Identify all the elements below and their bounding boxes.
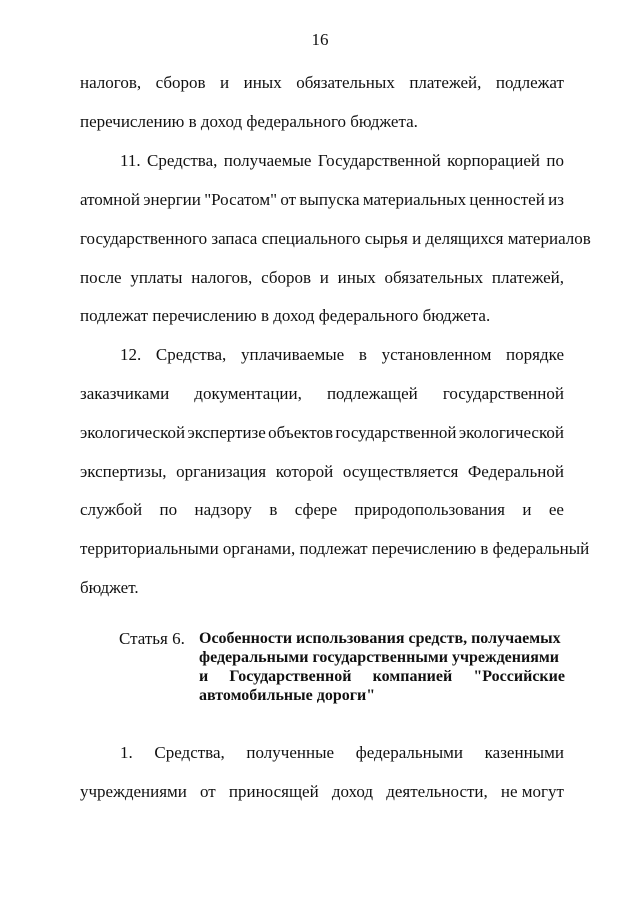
word: экологической (80, 423, 186, 442)
word: платежей, (409, 73, 482, 92)
word: из (548, 190, 564, 209)
word: не могут (500, 782, 564, 801)
word: после (80, 268, 122, 287)
para-12-line-5 (80, 500, 564, 520)
word: Государственной (229, 668, 352, 685)
para-11-line-1 (120, 151, 564, 171)
word: и (522, 500, 532, 519)
word: надзору (194, 500, 252, 519)
article-title-line-3 (199, 667, 565, 686)
para-11-line-2 (80, 190, 564, 210)
article-title-line-4: автомобильные дороги" (199, 687, 376, 704)
word: 1. (120, 743, 133, 762)
article-title-line-2: федеральными государственными учреждениями (199, 649, 559, 666)
word: "Росатом" (204, 190, 278, 209)
word: приносящей (228, 782, 319, 801)
para-art6-1-line-1 (120, 743, 564, 763)
word: и (319, 268, 329, 287)
para-12-line-3 (80, 423, 564, 443)
word: службой (80, 500, 143, 519)
word: сфере (294, 500, 338, 519)
word: полученные (246, 743, 335, 762)
word: экологической (458, 423, 564, 442)
word: установленном (381, 345, 492, 364)
article-label: Статья 6. (119, 629, 185, 648)
word: государственной (335, 423, 457, 442)
word: налогов, (191, 268, 253, 287)
word: иных (243, 73, 282, 92)
word: Государственной (317, 151, 441, 170)
para-intro-line-2: перечислению в доход федерального бюджета. (80, 112, 418, 131)
word: которой (275, 462, 334, 481)
word: экспертизе (187, 423, 266, 442)
word: "Российские (473, 668, 565, 685)
para-12-line-6: территориальными органами, подлежат перечислению в федеральный (80, 539, 590, 558)
word: подлежат (495, 73, 564, 92)
word: иных (337, 268, 376, 287)
para-11-line-5: подлежат перечислению в доход федерального бюджета. (80, 306, 491, 325)
word: компанией (372, 668, 453, 685)
word: обязательных (384, 268, 484, 287)
word: ее (548, 500, 564, 519)
word: в (358, 345, 367, 364)
word: государственной (442, 384, 564, 403)
para-12-line-1 (120, 345, 564, 365)
word: материальных (362, 190, 467, 209)
word: атомной (80, 190, 140, 209)
word: экспертизы, (80, 462, 167, 481)
word: обязательных (296, 73, 395, 92)
word: уплачиваемые (240, 345, 345, 364)
word: природопользования (354, 500, 505, 519)
para-12-line-4 (80, 462, 564, 482)
word: федеральными (355, 743, 464, 762)
word: осуществляется (342, 462, 459, 481)
word: документации, (194, 384, 302, 403)
word: деятельности, (386, 782, 488, 801)
word: по (159, 500, 178, 519)
word: Федеральной (467, 462, 564, 481)
word: сборов (261, 268, 311, 287)
para-12-line-7: бюджет. (80, 578, 139, 597)
word: ценностей (469, 190, 545, 209)
article-title-line-1: Особенности использования средств, получаемых (199, 630, 561, 647)
word: получаемые (223, 151, 312, 170)
word: по (546, 151, 564, 170)
word: и (220, 73, 230, 92)
page-number: 16 (311, 30, 329, 49)
word: сборов (155, 73, 206, 92)
word: организация (176, 462, 267, 481)
article-title (199, 629, 565, 705)
word: от (280, 190, 297, 209)
para-11-line-3: государственного запаса специального сырья и делящихся материалов (80, 229, 591, 248)
word: Средства, (146, 151, 218, 170)
word: доход (331, 782, 374, 801)
word: и (199, 668, 209, 685)
word: подлежащей (326, 384, 418, 403)
para-intro-line-1 (80, 73, 564, 93)
word: налогов, (80, 73, 142, 92)
word: Средства, (155, 345, 227, 364)
word: платежей, (491, 268, 564, 287)
word: от (200, 782, 216, 801)
para-art6-1-line-2 (80, 782, 564, 802)
word: уплаты (130, 268, 183, 287)
para-11-line-4 (80, 268, 564, 288)
word: казенными (484, 743, 564, 762)
word: порядке (506, 345, 564, 364)
word: выпуска (299, 190, 360, 209)
word: Средства, (154, 743, 225, 762)
para-12-line-2 (80, 384, 564, 404)
word: объектов (268, 423, 334, 442)
word: заказчиками (80, 384, 170, 403)
word: учреждениями (80, 782, 187, 801)
word: 12. (120, 345, 142, 364)
word: корпорацией (447, 151, 541, 170)
word: 11. (120, 151, 141, 170)
word: энергии (143, 190, 201, 209)
word: в (269, 500, 278, 519)
